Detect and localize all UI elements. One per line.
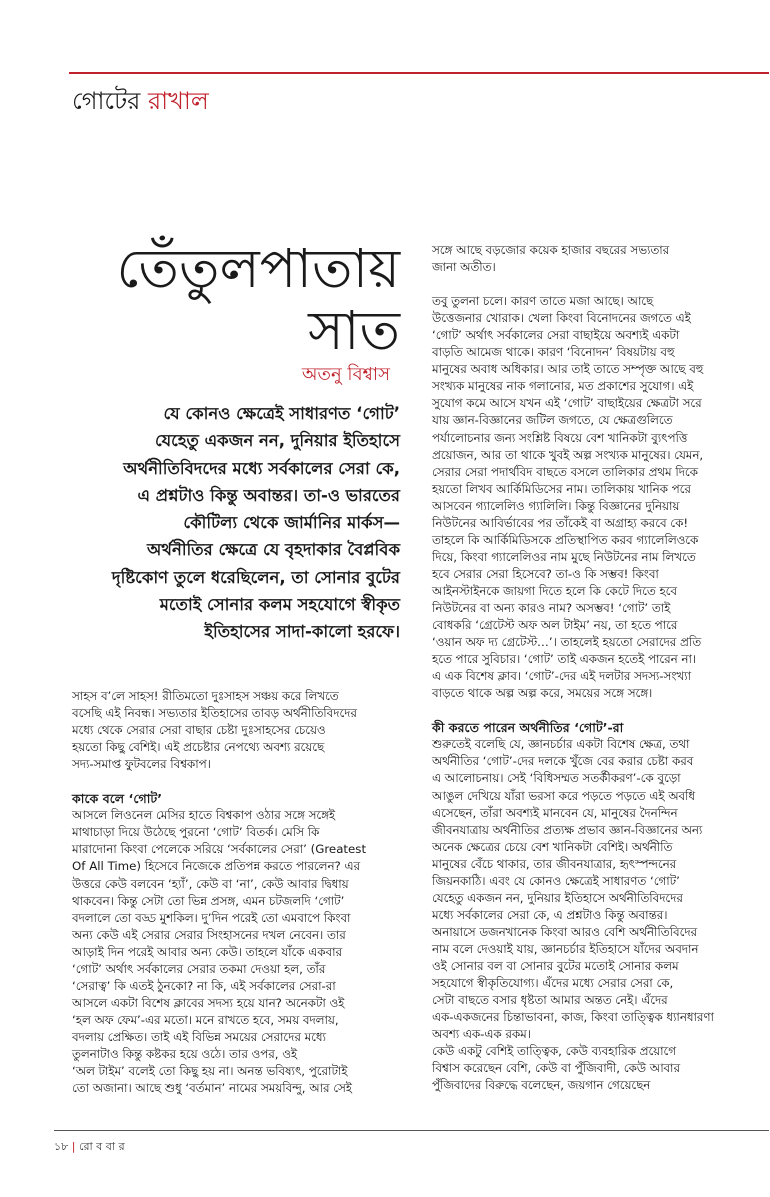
body-line: সংখ্যক মানুষের নাক গলানোর, মত প্রকাশের সুযোগ। এই <box>432 379 694 394</box>
body-line: যায় জ্ঞান-বিজ্ঞানের জটিল জগতে, যে ক্ষেত্রগুলিতে <box>432 413 673 428</box>
body-line: তো অজানা। আছে শুধু ‘বর্তমান’ নামের সময়বিন্দু, আর সেই <box>72 1081 352 1096</box>
body-line: অবশ্য এক-এক রকম। <box>432 1027 531 1042</box>
standfirst-line: ইতিহাসের সাদা-কালো হরফে। <box>204 622 400 642</box>
body-line: দিয়ে, কিংবা গ্যালেলিওর নাম মুছে নিউটনের নাম লিখতে <box>432 549 696 564</box>
body-line: তুলনাটাও কিন্তু কষ্টকর হয়ে ওঠে। তার ওপর, ওই <box>72 1046 298 1061</box>
body-line: যেহেতু একজন নন, দুনিয়ার ইতিহাসে অর্থনীতিবিদদের <box>432 890 683 905</box>
body-line: জানা অতীত। <box>432 260 496 275</box>
headline-line-2: সাত <box>308 299 400 362</box>
standfirst-line: কৌটিল্য থেকে জার্মানির মার্কস— <box>183 513 400 533</box>
body-line: সদ্য-সমাপ্ত ফুটবলের বিশ্বকাপ। <box>72 757 211 772</box>
body-line: পর্যালোচনার জন্য সংশ্লিষ্ট বিষয়ে বেশ খানিকটা ব্যুৎপত্তি <box>432 430 688 445</box>
body-line: সাহস ব’লে সাহস! রীতিমতো দুঃসাহস সঞ্চয় করে লিখতে <box>72 689 339 703</box>
footer-rule <box>54 1130 769 1131</box>
body-line: নিউটনের বা অন্য কারও নাম? অসম্ভব! ‘গোট’ তাই <box>432 600 671 615</box>
body-line: এ এক বিশেষ ক্লাব। ‘গোট’-দের এই দলটার সদস্য-সংখ্যা <box>432 669 692 684</box>
body-line: পুঁজিবাদের বিরুদ্ধে বলেছেন, জয়গান গেয়েছেন <box>432 1078 651 1093</box>
body-line <box>72 773 402 790</box>
body-line: এ আলোচনায়। সেই ‘বিধিসম্মত সতর্কীকরণ’-কে বুড়ো <box>432 771 681 786</box>
body-line: অর্থনীতির ‘গোট’-দের দলকে খুঁজে বের করার চেষ্টা করব <box>432 754 694 769</box>
standfirst-line: দৃষ্টিকোণ তুলে ধরেছিলেন, তা সোনার বুটের <box>111 567 400 587</box>
body-line: থাকবেন। কিন্তু সেটা তো ভিন্ন প্রসঙ্গ, এমন চটজলদি ‘গোট’ <box>72 893 345 908</box>
section-label-black: গোটের <box>72 87 148 115</box>
subheading: কাকে বলে ‘গোট’ <box>72 791 163 807</box>
body-line: উত্তরে কেউ বলবেন ‘হ্যাঁ’, কেউ বা ‘না’, কেউ আবার দ্বিধায় <box>72 876 349 891</box>
body-line: আসবেন গ্যালেলিও গ্যালিলি। কিন্তু বিজ্ঞানের দুনিয়ায় <box>432 498 680 513</box>
body-line: তাহলে কি আর্কিমিডিসকে প্রতিস্থাপিত করব গ্যালেলিওকে <box>432 532 699 547</box>
body-line: মানুষের অবাধ অধিকার। আর তাই তাতে সম্পৃক্ত আছে বহু <box>432 362 704 377</box>
body-line: ওই সোনার বল বা সোনার বুটের মতোই সোনার কলম <box>432 958 679 973</box>
body-line: মানুষের বেঁচে থাকার, তার জীবনযাত্রার, হৃৎস্পন্দনের <box>432 856 677 871</box>
body-line: শুরুতেই বলেছি যে, জ্ঞানচর্চার একটা বিশেষ ক্ষেত্র, তথা <box>432 737 690 752</box>
body-line: ‘গোট’ অর্থাৎ সর্বকালের সেরার তকমা দেওয়া হল, তাঁর <box>72 961 326 976</box>
body-line: Of All Time) হিসেবে নিজেকে প্রতিপন্ন করতে পারলেন? এর <box>72 859 360 874</box>
body-line: অনায়াসে ডজনখানেক কিংবা আরও বেশি অর্থনীতিবিদের <box>432 924 698 939</box>
body-column-left <box>72 688 402 1097</box>
body-line: হবে সেরার সেরা হিসেবে? তা-ও কি সম্ভব! কিংবা <box>432 566 659 581</box>
body-line: এক-একজনের চিন্তাভাবনা, কাজ, কিংবা তাত্ত্বিক ধ্যানধারণা <box>432 1010 714 1025</box>
headline-line-1: তেঁতুলপাতায় <box>116 237 400 300</box>
body-line: বিশ্বাস করেছেন বেশি, কেউ বা পুঁজিবাদী, কেউ আবার <box>432 1061 680 1076</box>
standfirst-line: অর্থনীতিবিদদের মধ্যে সর্বকালের সেরা কে, <box>123 458 400 478</box>
body-line: সহযোগে স্বীকৃতিযোগ্য। এঁদের মধ্যে সেরার সেরা কে, <box>432 976 674 991</box>
page-number: ১৮ <box>54 1140 69 1153</box>
body-line: সেরার সেরা পদার্থবিদ বাছতে বসলে তালিকার প্রথম দিকে <box>432 464 698 479</box>
body-column-right <box>432 242 762 1094</box>
standfirst-line: যে কোনও ক্ষেত্রেই সাধারণত ‘গোট’ <box>163 404 400 423</box>
body-line: বাড়তি আমেজ থাকে। কারণ ‘বিনোদন’ বিষয়টায় বহু <box>432 345 675 360</box>
body-line: বসেছি এই নিবন্ধ। সভ্যতার ইতিহাসের তাবড় অর্থনীতিবিদদের <box>72 706 357 721</box>
body-line: বাড়তে থাকে অল্প অল্প করে, সময়ের সঙ্গে সঙ্গে। <box>432 686 653 701</box>
top-red-rule <box>69 72 769 74</box>
body-line: সেটা বাছতে বসার ধৃষ্টতা আমার অন্তত নেই। এঁদের <box>432 993 668 1008</box>
body-line: আড়াই দিন পরেই আবার অন্য কেউ। তাহলে যাঁকে একবার <box>72 944 343 959</box>
body-line: বদলালে তো বড্ড মুশকিল। দু’দিন পরেই তো এমবাপে কিংবা <box>72 910 351 925</box>
magazine-name: রো ব বা র <box>78 1140 125 1153</box>
body-line <box>432 276 762 293</box>
body-line: বোধকরি ‘গ্রেটেস্ট অফ অল টাইম’ নয়, তা হতে পারে <box>432 618 678 633</box>
standfirst-line: মতোই সোনার কলম সহযোগে স্বীকৃত <box>159 595 400 615</box>
body-line: মধ্যে সর্বকালের সেরা কে, এ প্রশ্নটাও কিন্তু অবান্তর। <box>432 907 668 922</box>
body-line: হতে পারে সুবিচার। ‘গোট’ তাই একজন হতেই পারেন না। <box>432 652 697 667</box>
body-line <box>432 702 762 719</box>
body-line: হয়তো লিখব আর্কিমিডিসের নাম। তালিকায় খানিক পরে <box>432 481 691 496</box>
body-line: মাথাচাড়া দিয়ে উঠেছে পুরনো ‘গোট’ বিতর্ক। মেসি কি <box>72 825 320 840</box>
body-line: সুযোগ কমে আসে যখন এই ‘গোট’ বাছাইয়ের ক্ষেত্রটা সরে <box>432 396 702 411</box>
body-line: প্রয়োজন, আর তা থাকে খুবই অল্প সংখ্যক মানুষের। যেমন, <box>432 447 704 462</box>
body-line: নিউটনের আবির্ভাবের পর তাঁকেই বা অগ্রাহ্য করবে কে! <box>432 515 689 530</box>
body-line: কেউ একটু বেশিই তাত্ত্বিক, কেউ ব্যবহারিক প্রয়োগে <box>432 1044 677 1059</box>
body-line: নাম বলে দেওয়াই যায়, জ্ঞানচর্চার ইতিহাসে যাঁদের অবদান <box>432 941 699 956</box>
section-label <box>72 86 209 116</box>
body-line: আসলে একটা বিশেষ ক্লাবের সদস্য হয়ে যান? অনেকটা ওই <box>72 995 345 1010</box>
body-line: উত্তেজনার খোরাক। খেলা কিংবা বিনোদনের জগতে এই <box>432 311 691 326</box>
body-line: জীবনযাত্রায় অর্থনীতির প্রত্যক্ষ প্রভাব জ্ঞান-বিজ্ঞানের অন্য <box>432 822 703 837</box>
body-line: আঙুল দেখিয়ে যাঁরা ভরসা করে পড়তে পড়তে এই অবধি <box>432 788 696 803</box>
body-line: ‘গোট’ অর্থাৎ সর্বকালের সেরা বাছাইয়ে অবশ্যই একটা <box>432 328 680 343</box>
footer-separator: | <box>68 1140 79 1153</box>
standfirst-line: অর্থনীতির ক্ষেত্রে যে বৃহদাকার বৈপ্লবিক <box>147 540 400 560</box>
body-line: ‘হল অফ ফেম’-এর মতো। মনে রাখতে হবে, সময় বদলায়, <box>72 1012 339 1027</box>
body-line: আসলে লিওনেল মেসির হাতে বিশ্বকাপ ওঠার সঙ্গে সঙ্গেই <box>72 808 336 823</box>
body-line: আইনস্টাইনকে জায়গা দিতে হলে কি কেটে দিতে হবে <box>432 583 677 598</box>
body-line: মধ্যে থেকে সেরার সেরা বাছার চেষ্টা দুঃসাহসের চেয়েও <box>72 723 326 738</box>
body-line: জিয়নকাঠি। এবং যে কোনও ক্ষেত্রেই সাধারণত ‘গোট’ <box>432 873 680 888</box>
body-line: ‘অল টাইম’ বলেই তো কিছু হয় না। অনন্ত ভবিষ্যৎ, পুরোটাই <box>72 1064 348 1079</box>
body-line: হয়তো কিছু বেশিই। এই প্রচেষ্টার নেপথ্যে অবশ্য রয়েছে <box>72 740 325 755</box>
author-byline: অতনু বিশ্বাস <box>301 364 390 385</box>
standfirst-line: যেহেতু একজন নন, দুনিয়ার ইতিহাসে <box>154 431 400 451</box>
subheading: কী করতে পারেন অর্থনীতির ‘গোট’-রা <box>432 720 624 736</box>
body-line: অন্য কেউ এই সেরার সেরার সিংহাসনের দখল নেবেন। তার <box>72 927 346 942</box>
body-line: এসেছেন, তাঁরা অবশ্যই মানবেন যে, মানুষের দৈনন্দিন <box>432 805 678 820</box>
section-label-red: রাখাল <box>147 87 209 115</box>
body-line: বদলায় প্রেক্ষিত। তাই এই বিভিন্ন সময়ের সেরাদের মধ্যে <box>72 1029 326 1044</box>
body-line: অনেক ক্ষেত্রের চেয়ে বেশ খানিকটা বেশিই। অর্থনীতি <box>432 839 673 854</box>
headline <box>117 238 400 362</box>
body-line: ‘ওয়ান অফ দ্য গ্রেটেস্ট…’। তাহলেই হয়তো সেরাদের প্রতি <box>432 635 702 650</box>
standfirst-line: এ প্রশ্নটাও কিন্তু অবান্তর। তা-ও ভারতের <box>137 485 400 505</box>
body-line: তবু তুলনা চলে। কারণ তাতে মজা আছে। আছে <box>432 294 654 309</box>
body-line: ‘সেরাত্ব’ কি এতই ঠুনকো? না কি, এই সর্বকালের সেরা-রা <box>72 978 336 993</box>
page-footer <box>54 1138 125 1157</box>
standfirst <box>75 400 400 646</box>
body-line: মারাদোনা কিংবা পেলেকে সরিয়ে ‘সর্বকালের সেরা’ (Greatest <box>72 842 367 857</box>
body-line: সঙ্গে আছে বড়জোর কয়েক হাজার বছরের সভ্যতার <box>432 243 670 257</box>
